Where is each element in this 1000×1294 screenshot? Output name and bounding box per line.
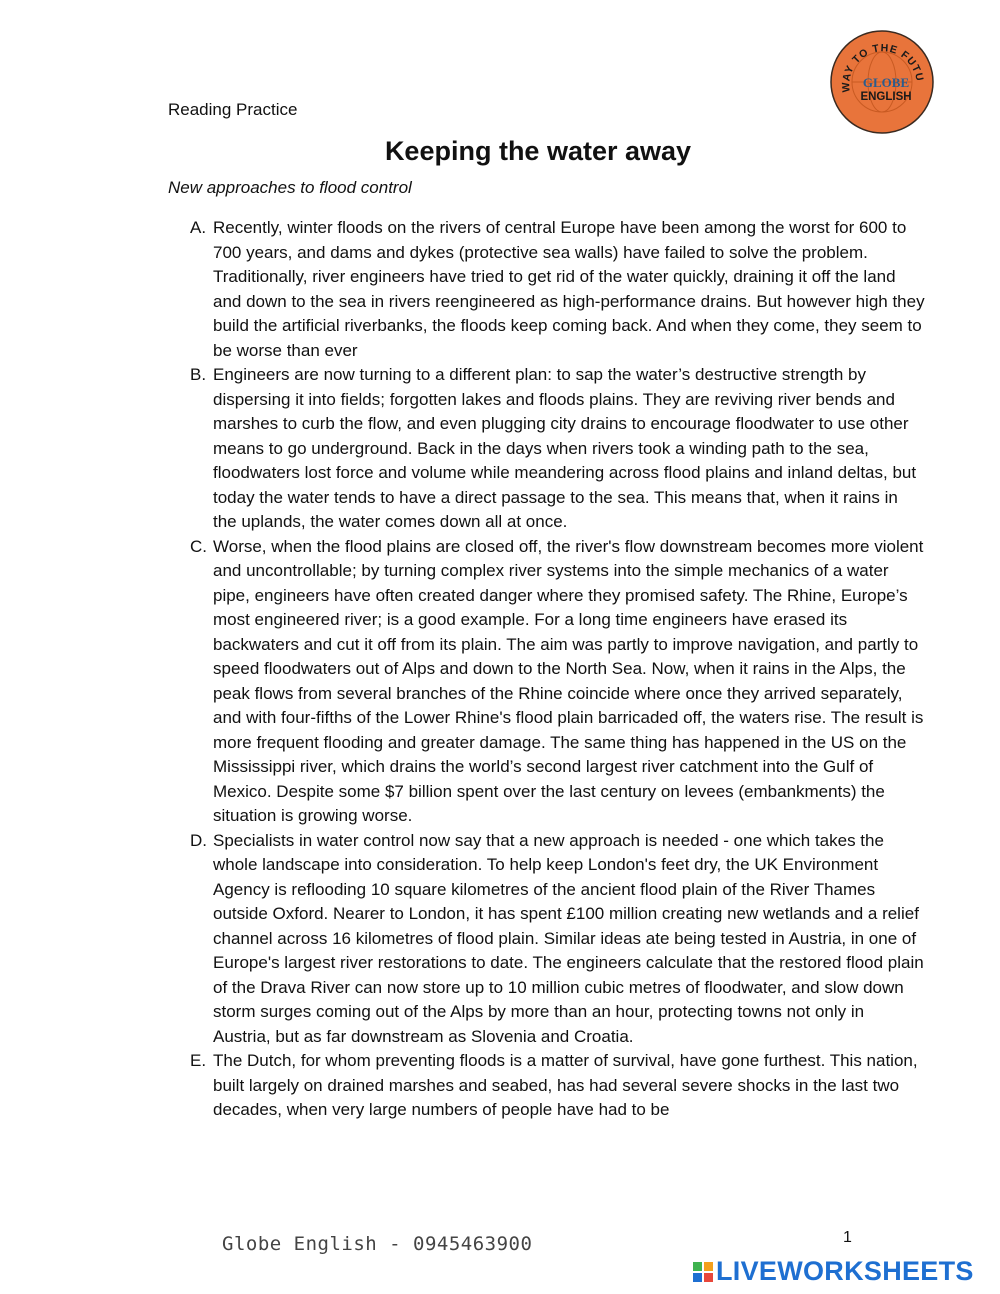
paragraph-letter: A. <box>190 218 207 237</box>
paragraph-e <box>190 1049 925 1123</box>
footer-contact: Globe English - 0945463900 <box>222 1233 533 1255</box>
paragraph-c <box>190 535 925 829</box>
liveworksheets-brand[interactable] <box>692 1256 974 1287</box>
paragraph-letter: B. <box>190 365 207 384</box>
page-number: 1 <box>843 1229 852 1246</box>
paragraph-text: Engineers are now turning to a different plan: to sap the water’s destructive strength by dispersing it into fields; forgotten lakes and floods plains. They are reviving river bends and marshes to curb the flow, and even plugging city drains to encourage floodwater to use other means to go underground. Back in the days when rivers took a winding path to the sea, floodwaters lost force and volume while meandering across flood plains and inland deltas, but today the water tends to have a direct passage to the sea. This means that, when it rains in the uplands, the water comes down all at once. <box>213 365 917 531</box>
article-body <box>190 216 925 1123</box>
paragraph-text: Recently, winter floods on the rivers of central Europe have been among the worst for 600 to 700 years, and dams and dykes (protective sea walls) have failed to solve the problem. Traditionally, river engineers have tried to get rid of the water quickly, draining it off the land and down to the sea in rivers reengineered as high-performance drains. But however high they build the artificial riverbanks, the floods keep coming back. And when they come, they seem to be worse than ever <box>213 218 925 360</box>
globe-logo-icon <box>830 30 934 134</box>
article-title: Keeping the water away <box>384 136 692 166</box>
paragraph-b <box>190 363 925 535</box>
liveworksheets-blocks-icon <box>692 1261 714 1283</box>
logo-line2: ENGLISH <box>860 91 912 103</box>
paragraph-letter: E. <box>190 1051 207 1070</box>
paragraph-letter: C. <box>190 536 207 556</box>
paragraph-text: The Dutch, for whom preventing floods is a matter of survival, have gone furthest. This nation, built largely on drained marshes and seabed, has had several severe shocks in the last two decades, when very large numbers of people have had to be <box>213 1051 918 1119</box>
article-subtitle: New approaches to flood control <box>168 178 412 197</box>
logo-arc-text: WAY TO THE FUTU <box>840 42 926 93</box>
paragraph-text: Worse, when the flood plains are closed off, the river's flow downstream becomes more violent and uncontrollable; by turning complex river systems into the simple mechanics of a water pipe, engineers have often created danger where they promised safety. The Rhine, Europe’s most engineered river; is a good example. For a long time engineers have erased its backwaters and cut it off from its plain. The aim was partly to improve navigation, and partly to speed floodwaters out of Alps and down to the North Sea. Now, when it rains in the Alps, the peak flows from several branches of the Rhine coincide where once they arrived separately, and with four-fifths of the Lower Rhine's flood plain barricaded off, the waters rise. The result is more frequent flooding and greater damage. The same thing has happened in the US on the Mississippi river, which drains the world’s second largest river catchment into the Gulf of Mexico. Despite some $7 billion spent over the last century on levees (embankments) the situation is growing worse. <box>213 536 924 825</box>
paragraph-letter: D. <box>190 830 207 850</box>
globe-english-logo <box>830 30 934 134</box>
liveworksheets-wordmark: LIVEWORKSHEETS <box>716 1256 974 1286</box>
header-label: Reading Practice <box>168 100 298 119</box>
logo-line1: GLOBE <box>862 75 910 90</box>
paragraph-a <box>190 216 925 363</box>
paragraph-d <box>190 829 925 1050</box>
paragraph-text: Specialists in water control now say that a new approach is needed - one which takes the whole landscape into consideration. To help keep London's feet dry, the UK Environment Agency is reflooding 10 square kilometres of the ancient flood plain of the River Thames outside Oxford. Nearer to London, it has spent £100 million creating new wetlands and a relief channel across 16 kilometres of flood plain. Similar ideas ate being tested in Austria, in one of Europe's largest river restorations to date. The engineers calculate that the restored flood plain of the Drava River can now store up to 10 million cubic metres of floodwater, and slow down storm surges coming out of the Alps by more than an hour, protecting towns not only in Austria, but as far downstream as Slovenia and Croatia. <box>213 830 924 1046</box>
